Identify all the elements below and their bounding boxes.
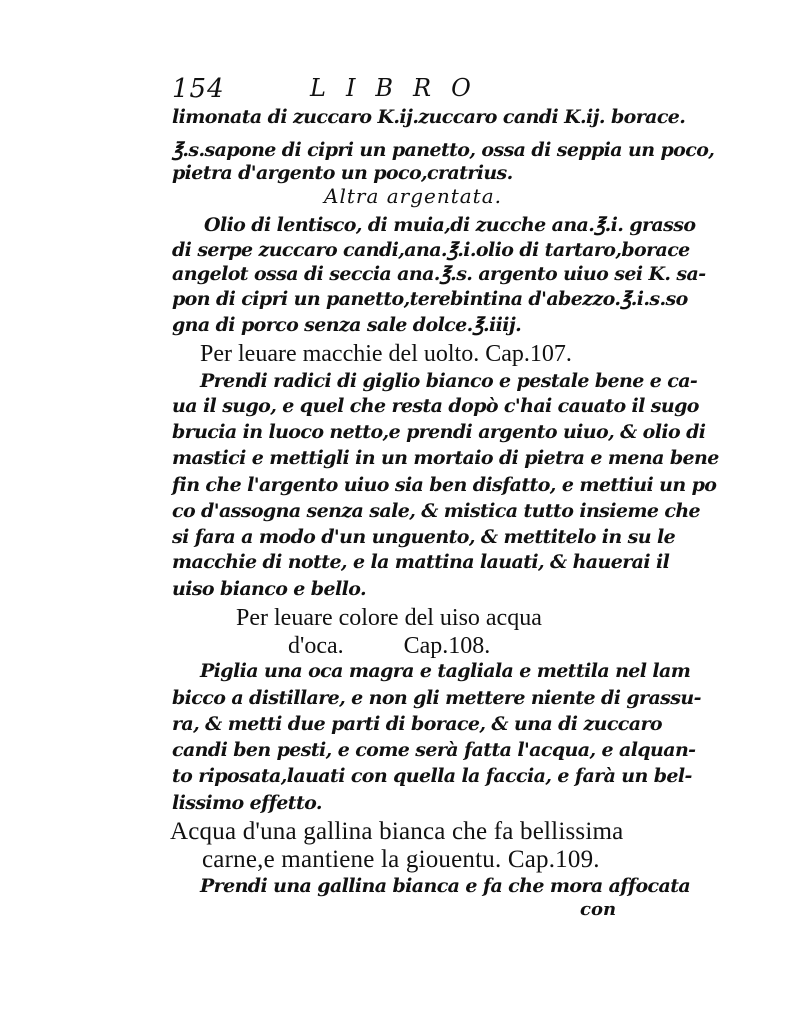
text-line: fin che l'argento uiuo sia ben disfatto, e mettiui un po <box>172 474 717 496</box>
text-line: ℥.s.sapone di cipri un panetto, ossa di seppia un poco, <box>172 139 715 161</box>
chapter-heading: Acqua d'una gallina bianca che fa bellissima <box>170 818 624 845</box>
text-line: mastici e mettigli in un mortaio di pietra e mena bene <box>172 447 719 469</box>
text-line: lissimo effetto. <box>172 792 322 814</box>
text-line: gna di porco senza sale dolce.℥.iiij. <box>172 314 522 336</box>
text-line: limonata di zuccaro K.ij.zuccaro candi K.ij. borace. <box>172 106 686 128</box>
chapter-heading: carne,e mantiene la giouentu. Cap.109. <box>202 846 600 873</box>
text-line: Piglia una oca magra e tagliala e mettila nel lam <box>200 660 691 682</box>
text-line: brucia in luoco netto,e prendi argento uiuo, & olio di <box>172 421 706 443</box>
chapter-heading: d'oca. Cap.108. <box>288 633 491 659</box>
text-line: ra, & metti due parti di borace, & una di zuccaro <box>172 713 662 735</box>
text-line: ua il sugo, e quel che resta dopò c'hai cauato il sugo <box>172 395 699 417</box>
text-line: macchie di notte, e la mattina lauati, & hauerai il <box>172 551 670 573</box>
running-head: LIBRO <box>310 74 491 102</box>
chapter-heading: Per leuare macchie del uolto. Cap.107. <box>200 341 572 367</box>
text-line: Olio di lentisco, di muia,di zucche ana.℥.i. grasso <box>204 214 696 236</box>
page-number: 154 <box>172 74 225 104</box>
recipe-subheading: Altra argentata. <box>324 184 503 208</box>
text-line: pietra d'argento un poco,cratrius. <box>172 162 513 184</box>
catchword: con <box>580 899 617 920</box>
chapter-heading: Per leuare colore del uiso acqua <box>236 605 542 631</box>
text-line: pon di cipri un panetto,terebintina d'abezzo.℥.i.s.so <box>172 288 688 310</box>
text-line: Prendi una gallina bianca e fa che mora affocata <box>200 875 691 897</box>
text-line: candi ben pesti, e come serà fatta l'acqua, e alquan- <box>172 739 696 761</box>
text-line: bicco a distillare, e non gli mettere niente di grassu- <box>172 687 701 709</box>
text-line: angelot ossa di seccia ana.℥.s. argento uiuo sei K. sa- <box>172 263 706 285</box>
text-line: uiso bianco e bello. <box>172 578 366 600</box>
text-line: si fara a modo d'un unguento, & mettitelo in su le <box>172 526 676 548</box>
text-line: to riposata,lauati con quella la faccia, e farà un bel- <box>172 765 692 787</box>
text-line: Prendi radici di giglio bianco e pestale bene e ca- <box>200 370 698 392</box>
text-line: di serpe zuccaro candi,ana.℥.i.olio di tartaro,borace <box>172 239 690 261</box>
text-line: co d'assogna senza sale, & mistica tutto insieme che <box>172 500 701 522</box>
